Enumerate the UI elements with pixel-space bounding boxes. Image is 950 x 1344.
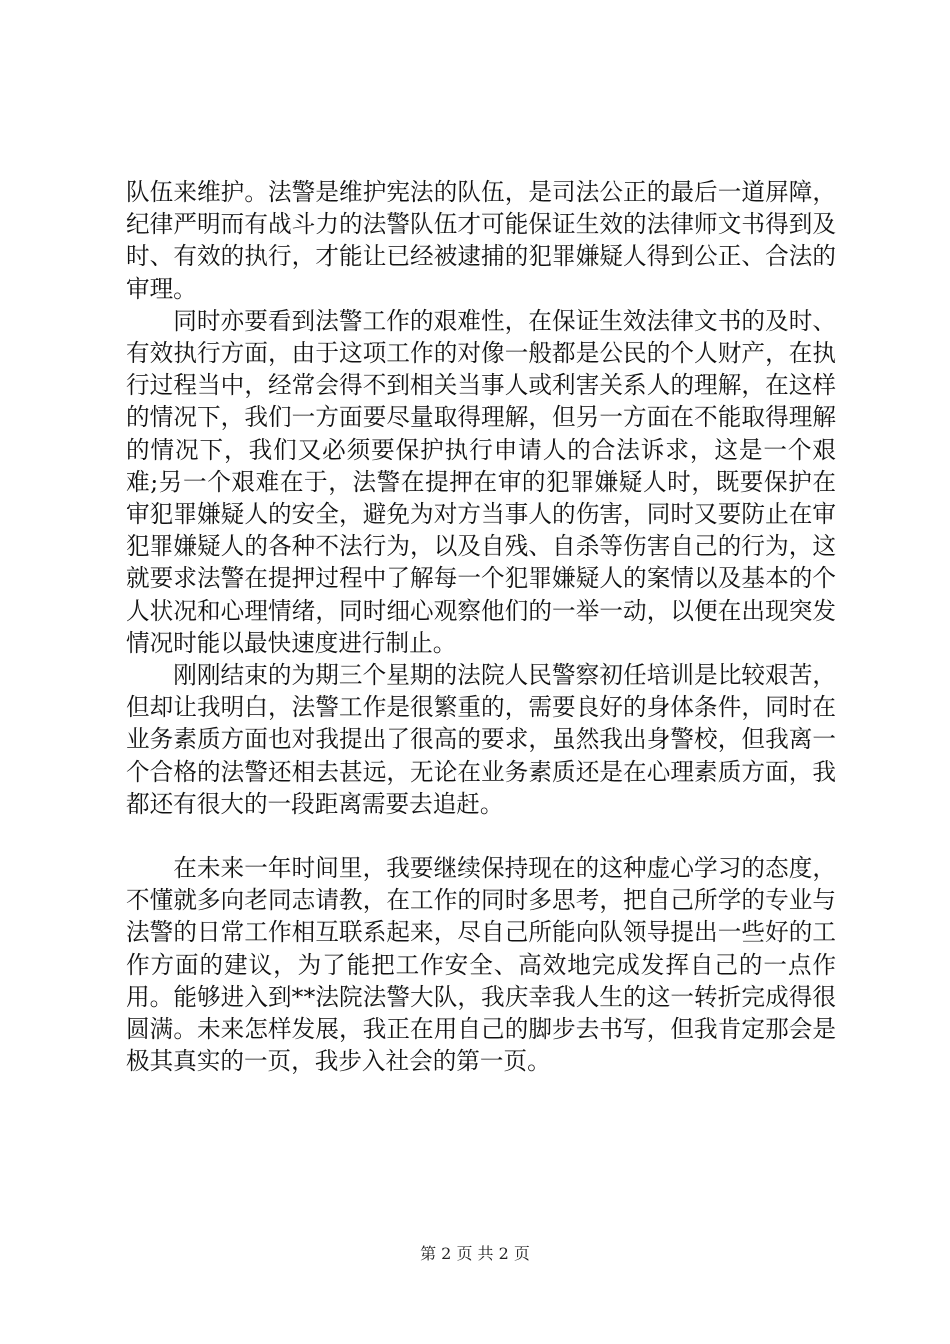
paragraph-difficulty: 同时亦要看到法警工作的艰难性，在保证生效法律文书的及时、有效执行方面，由于这项工作的对像一般都是公民的个人财产，在执行过程当中，经常会得不到相关当事人或利害关系人的理解，在这样的情况下，我们一方面要尽量取得理解，但另一方面在不能取得理解的情况下，我们又必须要保护执行申请人的合法诉求，这是一个艰难;另一个艰难在于，法警在提押在审的犯罪嫌疑人时，既要保护在审犯罪嫌疑人的安全，避免为对方当事人的伤害，同时又要防止在审犯罪嫌疑人的各种不法行为，以及自残、自杀等伤害自己的行为，这就要求法警在提押过程中了解每一个犯罪嫌疑人的案情以及基本的个人状况和心理情绪，同时细心观察他们的一举一动，以便在出现突发情况时能以最快速度进行制止。 <box>126 306 836 657</box>
document-body <box>126 176 836 1077</box>
paragraph-future: 在未来一年时间里，我要继续保持现在的这种虚心学习的态度，不懂就多向老同志请教，在工作的同时多思考，把自己所学的专业与法警的日常工作相互联系起来，尽自己所能向队领导提出一些好的工作方面的建议，为了能把工作安全、高效地完成发挥自己的一点作用。能够进入到**法院法警大队，我庆幸我人生的这一转折完成得很圆满。未来怎样发展，我正在用自己的脚步去书写，但我肯定那会是极其真实的一页，我步入社会的第一页。 <box>126 854 836 1076</box>
paragraph-spacer <box>126 820 836 852</box>
paragraph-continuation: 队伍来维护。法警是维护宪法的队伍，是司法公正的最后一道屏障，纪律严明而有战斗力的法警队伍才可能保证生效的法律师文书得到及时、有效的执行，才能让已经被逮捕的犯罪嫌疑人得到公正、合法的审理。 <box>126 178 836 303</box>
paragraph-training: 刚刚结束的为期三个星期的法院人民警察初任培训是比较艰苦，但却让我明白，法警工作是很繁重的，需要良好的身体条件，同时在业务素质方面也对我提出了很高的要求，虽然我出身警校，但我离一个合格的法警还相去甚远，无论在业务素质还是在心理素质方面，我都还有很大的一段距离需要去追赶。 <box>126 661 836 818</box>
page-number-footer: 第 2 页 共 2 页 <box>420 1244 530 1263</box>
